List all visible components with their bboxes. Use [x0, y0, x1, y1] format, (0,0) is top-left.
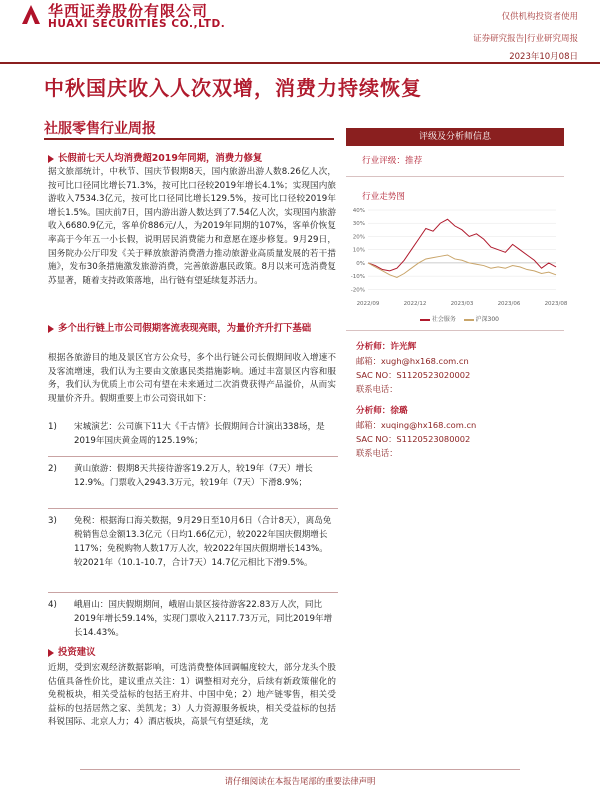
audience-note: 仅供机构投资者使用 — [501, 12, 578, 22]
report-type: 证券研究报告|行业研究周报 — [473, 34, 578, 44]
analyst-1-name: 分析师：许光辉 — [356, 342, 417, 352]
list-item: 3) 免税：根据海口海关数据，9月29日至10月6日（合计8天），离岛免税销售总金额13.3亿元（日均1.66亿元），较2022年国庆假期增长117%；免税购物人数17万人次，较2022年国庆假期增长143%。较2021年（10.1-10.7，合计7天）14.7亿元相比下滑9.5%。 — [48, 516, 332, 568]
bullet-icon — [48, 325, 54, 333]
x-tick-label: 2023/08 — [544, 301, 568, 307]
x-tick-label: 2023/06 — [497, 301, 521, 307]
report-title: 中秋国庆收入人次双增，消费力持续恢复 — [44, 76, 422, 100]
bullet-icon — [48, 649, 54, 657]
list-item: 1) 宋城演艺：公司旗下11大《千古情》长假期间合计演出338场，是2019年国庆黄金周的125.19%； — [48, 422, 325, 446]
y-tick-label: 20% — [352, 234, 365, 241]
analyst-1-email[interactable]: 邮箱：xugh@hx168.com.cn — [356, 356, 469, 366]
x-tick-label: 2022/12 — [403, 301, 427, 307]
legend-swatch-1 — [420, 319, 430, 321]
trend-chart-title: 行业走势图 — [362, 192, 405, 202]
y-tick-label: 0% — [356, 260, 365, 267]
industry-trend-chart — [346, 204, 568, 324]
analyst-2-sac: SAC NO：S1120523080002 — [356, 434, 471, 444]
company-name-en: HUAXI SECURITIES CO.,LTD. — [48, 18, 226, 30]
list-divider — [48, 592, 338, 593]
section-1-body: 据文旅部统计，中秋节、国庆节假期8天，国内旅游出游人数8.26亿人次，按可比口径同比增长71.3%，按可比口径较2019年增长4.1%；实现国内旅游收入7534.3亿元，按可比口径同比增长129.5%，按可比口径较2019年增长1.5%。国庆前7日，国内游出游人数达到了7.54亿人次，实现国内旅游收入6680.9亿元，客单价886元/人，为2019年同期的107%，客单价恢复率高于今年五一小长假，说明居民消费能力和意愿在逐步修复。9月29日，国务院办公厅印发《关于释放旅游消费潜力推动旅游业高质量发展的若干措施》，发布30条措施激发旅游消费，完善旅游惠民政策。8月以来可选消费复苏显著，随着支持政策落地，出行链有望延续复苏活力。 — [48, 167, 336, 286]
legend-label-1: 社会服务 — [431, 316, 456, 323]
chart-legend — [420, 314, 499, 323]
company-name-cn: 华西证券股份有限公司 — [48, 2, 209, 20]
chart-divider — [346, 330, 564, 331]
legend-label-2: 沪深300 — [475, 316, 499, 323]
subtitle-underline — [44, 138, 334, 140]
legend-swatch-2 — [464, 319, 474, 321]
analyst-2-email[interactable]: 邮箱：xuqing@hx168.com.cn — [356, 420, 477, 430]
y-tick-label: 40% — [352, 208, 365, 214]
report-date: 2023年10月08日 — [509, 52, 578, 62]
industry-rating: 行业评级：推荐 — [362, 156, 423, 166]
list-item: 4) 峨眉山：国庆假期期间，峨眉山景区接待游客22.83万人次，同比2019年增长59.14%，实现门票收入2117.73万元，同比2019年增长14.43%。 — [48, 600, 333, 638]
section-1-heading: 长假前七天人均消费超2019年同期，消费力修复 — [48, 152, 338, 166]
huaxi-logo-icon — [18, 2, 44, 28]
rating-header-bar: 评级及分析师信息 — [346, 128, 564, 146]
y-tick-label: -20% — [350, 287, 365, 294]
list-divider — [48, 508, 338, 509]
analyst-2-name: 分析师：徐璐 — [356, 406, 408, 416]
analyst-1-sac: SAC NO：S1120523020002 — [356, 370, 471, 380]
section-3-body: 近期，受到宏观经济数据影响，可选消费整体回调幅度较大，部分龙头个股估值具备性价比，建议重点关注：1）调整相对充分，后续有新政策催化的免税板块，相关受益标的包括王府井、中国中免；2）地产链零售，相关受益标的包括居然之家、美凯龙；3）人力资源服务板块，相关受益标的包括科锐国际、北京人力；4）酒店板块，高景气有望延续，龙 — [48, 663, 336, 728]
section-2-body: 根据各旅游目的地及景区官方公众号，多个出行链公司长假期间收入增速不及客流增速，我们认为主要由文旅惠民类措施影响。通过丰富景区内容和服务，我们认为优质上市公司有望在未来通过二次消费获得产品溢价，从而实现量价齐升。假期重要上市公司资讯如下： — [48, 353, 336, 404]
y-tick-label: -10% — [350, 274, 365, 281]
header-divider — [0, 62, 600, 64]
y-tick-label: 30% — [352, 221, 365, 228]
section-2-heading: 多个出行链上市公司假期客流表现亮眼，为量价齐升打下基础 — [48, 322, 338, 336]
legal-notice[interactable]: 请仔细阅读在本报告尾部的重要法律声明 — [224, 776, 376, 786]
x-tick-label: 2023/03 — [450, 301, 474, 307]
series-line-2 — [368, 255, 556, 277]
analyst-1-phone: 联系电话： — [356, 384, 398, 394]
rating-divider — [346, 176, 564, 177]
report-subtitle: 社服零售行业周报 — [44, 121, 156, 137]
analyst-2-phone: 联系电话： — [356, 448, 398, 458]
list-item: 2) 黄山旅游：假期8天共接待游客19.2万人，较19年（7天）增长12.9%。门票收入2943.3万元，较19年（7天）下滑8.9%； — [48, 464, 313, 488]
list-divider — [48, 456, 338, 457]
bullet-icon — [48, 155, 54, 163]
section-3-heading: 投资建议 — [48, 646, 338, 660]
footer-divider — [80, 769, 520, 770]
y-tick-label: 10% — [352, 247, 365, 254]
x-tick-label: 2022/09 — [356, 301, 380, 307]
